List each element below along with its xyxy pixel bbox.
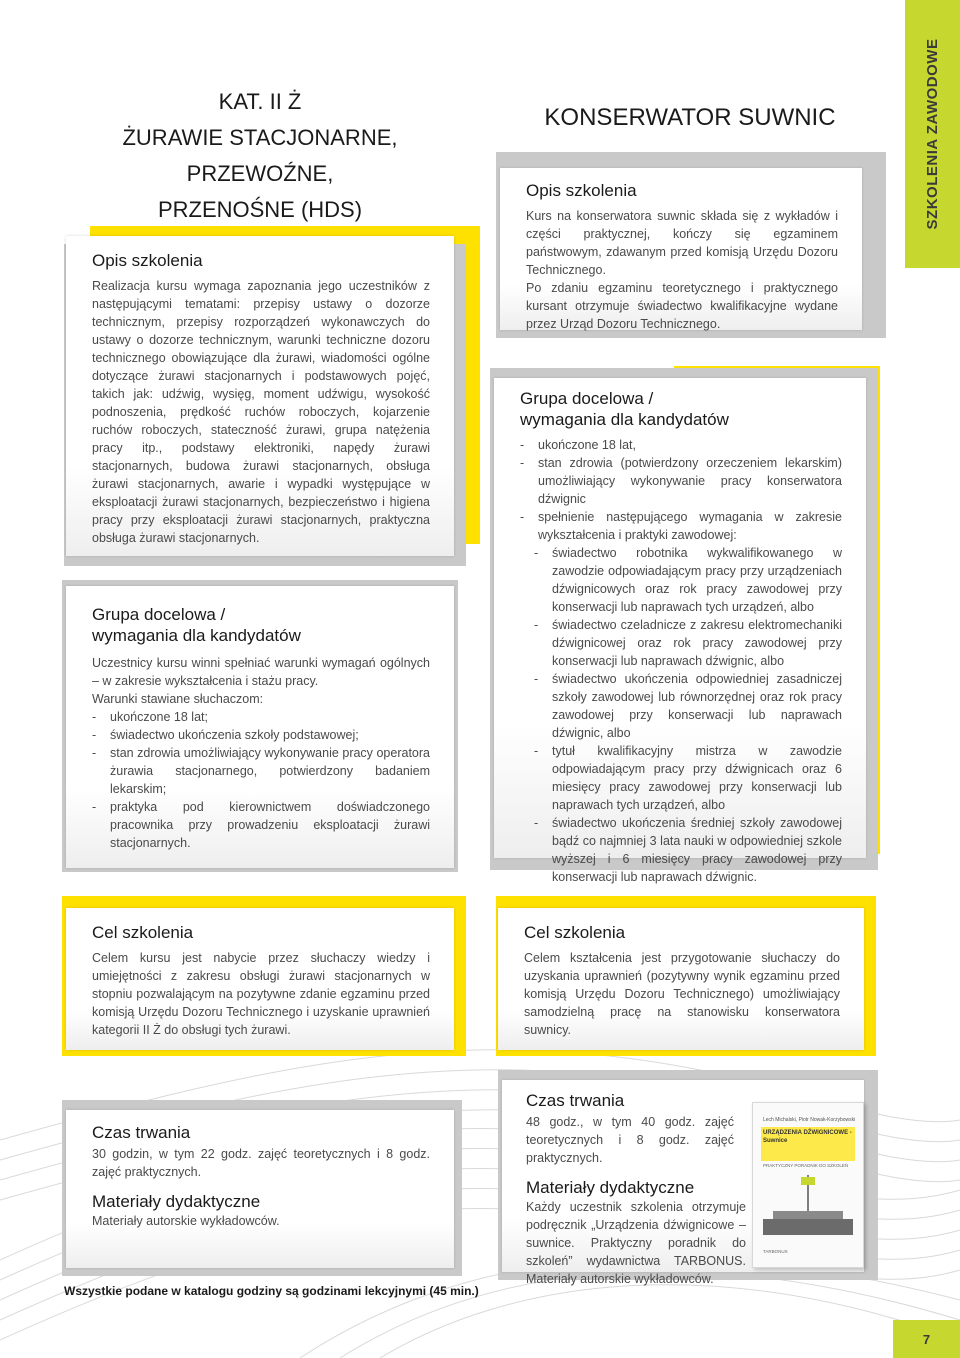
section-heading: Grupa docelowa / <box>520 389 654 408</box>
right-goal-card <box>498 908 864 1050</box>
section-heading: Opis szkolenia <box>92 251 203 270</box>
page-number: 7 <box>922 1331 931 1347</box>
list-subitem: - świadectwo ukończenia średniej szkoły zawodowej bądź co najmniej 3 lata nauki w odpowiedniej szkole wyższej i 6 miesięcy pracy zawodowej przy konserwacji lub naprawach dźwignic. <box>520 814 842 886</box>
list-subitem: - świadectwo ukończenia odpowiedniej zasadniczej szkoły zawodowej lub równorzędnej oraz rok pracy zawodowej przy konserwacji lub naprawach dźwignic, albo <box>520 670 842 742</box>
title-line: KAT. II Ż <box>218 89 302 114</box>
title-line: ŻURAWIE STACJONARNE, <box>122 125 398 150</box>
goal-text: Celem kursu jest nabycie przez słuchaczy wiedzy i umiejętności z zakresu obsługi żurawi stacjonarnych w stopniu pozwalającym na pozytywne zdanie egzaminu przed komisją Urzędu Dozoru Technicznego i uzyskanie uprawnień kategorii II Ż do obsługi tych żurawi. <box>92 951 430 1037</box>
requirements-list <box>520 436 842 886</box>
list-item: - spełnienie następującego wymagania w zakresie wykształcenia i praktyki zawodowej: <box>520 508 842 544</box>
materials-text: Każdy uczestnik szkolenia otrzymuje podręcznik „Urządzenia dźwignicowe – suwnice. Praktyczny poradnik do szkoleń” wydawnictwa TARBONUS. Materiały autorskie wykładowców. <box>526 1200 746 1286</box>
description-text: Po zdaniu egzaminu teoretycznego i praktycznego kursant otrzymuje świadectwo kwalifikacyjne wydane przez Urząd Dozoru Technicznego. <box>526 281 838 331</box>
list-item: - ukończone 18 lat; <box>92 708 430 726</box>
left-target-group-card <box>66 586 454 868</box>
list-item: - praktyka pod kierownictwem doświadczonego pracownika przy prowadzeniu eksploatacji żurawi stacjonarnych. <box>92 798 430 852</box>
requirements-list <box>92 708 430 852</box>
left-goal-card <box>66 908 454 1050</box>
section-heading: Cel szkolenia <box>92 923 194 942</box>
list-item: - stan zdrowia (potwierdzony orzeczeniem lekarskim) umożliwiający wykonywanie pracy konserwatora dźwignic <box>520 454 842 508</box>
page-number-tab <box>893 1320 960 1358</box>
right-course-title: KONSERWATOR SUWNIC <box>544 104 836 131</box>
section-heading: Grupa docelowa / <box>92 605 226 624</box>
section-heading: Materiały dydaktyczne <box>526 1178 695 1197</box>
requirements-intro: Uczestnicy kursu winni spełniać warunki wymagań ogólnych – w zakresie wykształcenia i stażu pracy. <box>92 656 430 688</box>
list-subitem: - tytuł kwalifikacyjny mistrza w zawodzie odpowiadającym pracy przy dźwignicach oraz 6 miesięcy pracy zawodowej przy konserwacji lub naprawach tych urządzeń, albo <box>520 742 842 814</box>
list-subitem: - świadectwo czeladnicze z zakresu elektromechaniki dźwignicowej oraz rok pracy zawodowej przy konserwacji lub naprawach dźwignic, albo <box>520 616 842 670</box>
crane-illustration <box>763 1175 853 1239</box>
left-duration-card <box>66 1110 454 1268</box>
description-text: Realizacja kursu wymaga zapoznania jego uczestników z następującymi tematami: przepisy ustawy o dozorze technicznym, przepisy rozporządzeń wykonawczych do ustawy o dozorze technicznym, warunki techniczne dozoru technicznego obowiązujące dla żurawi, wiadomości ogólne dotyczące żurawi stacjonarnych i podstawowych pojęć, takich jak: udźwig, wysięg, moment udźwigu, wysokość podnoszenia, prędkość ruchów roboczych, kojarzenie ruchów roboczych, stateczność żurawi, grupa natężenia pracy itp., podstawy elektroniki, napędy żurawi stacjonarnych, budowa żurawi stacjonarnych, obsługa żurawi stacjonarnych, awarie i wypadki występujące w eksploatacji żurawi stacjonarnych, bezpieczeństwo i higiena pracy przy eksploatacji żurawi stacjonarnych, praktyczna obsługa żurawi stacjonarnych. <box>92 279 430 545</box>
footnote: Wszystkie podane w katalogu godziny są godzinami lekcyjnymi (45 min.) <box>64 1284 479 1298</box>
left-course-title <box>90 84 430 228</box>
sidebar-label: SZKOLENIA ZAWODOWE <box>924 38 941 230</box>
list-subitem: - świadectwo robotnika wykwalifikowanego w zawodzie odpowiadającym pracy przy urządzeniach dźwignicowych oraz rok pracy zawodowej przy konserwacji lub naprawach tych urządzeń, albo <box>520 544 842 616</box>
description-text: Kurs na konserwatora suwnic składa się z wykładów i części praktycznej, kończy się egzaminem państwowym, zdawanym przed komisją Urzędu Dozoru Technicznego. <box>526 209 838 277</box>
section-heading: Cel szkolenia <box>524 923 626 942</box>
right-description-card <box>500 168 862 330</box>
title-line: PRZEWOŹNE, <box>186 161 334 186</box>
book-subtitle: PRAKTYCZNY PORADNIK DO SZKOLEŃ <box>763 1163 849 1168</box>
list-item: - stan zdrowia umożliwiający wykonywanie pracy operatora żurawia stacjonarnego, potwierdzony badaniem lekarskim; <box>92 744 430 798</box>
left-description-card <box>66 236 454 556</box>
duration-text: 48 godz., w tym 40 godz. zajęć teoretycznych i 8 godz. zajęć praktycznych. <box>526 1115 734 1165</box>
book-publisher: TARBONUS <box>763 1249 788 1254</box>
section-heading: wymagania dla kandydatów <box>92 626 301 645</box>
category-sidebar <box>905 0 960 268</box>
list-item: - świadectwo ukończenia szkoły podstawowej; <box>92 726 430 744</box>
book-author: Lech Michalski, Piotr Nowak-Korzybowski <box>763 1117 856 1123</box>
materials-text: Materiały autorskie wykładowców. <box>92 1214 280 1228</box>
textbook-cover-image <box>752 1102 864 1268</box>
duration-text: 30 godzin, w tym 22 godz. zajęć teoretycznych i 8 godz. zajęć praktycznych. <box>92 1147 430 1179</box>
section-heading: Materiały dydaktyczne <box>92 1192 261 1211</box>
section-heading: Czas trwania <box>526 1091 625 1110</box>
goal-text: Celem kształcenia jest przygotowanie słuchaczy do uzyskania uprawnień (pozytywny wynik egzaminu przed komisją Urzędu Dozoru Technicznego) umożliwiający samodzielną pracę na stanowisku konserwatora suwnicy. <box>524 951 840 1037</box>
section-heading: wymagania dla kandydatów <box>520 410 729 429</box>
right-target-group-card <box>494 378 866 884</box>
section-heading: Czas trwania <box>92 1123 191 1142</box>
title-line: PRZENOŚNE (HDS) <box>157 197 363 222</box>
book-title: URZĄDZENIA DŹWIGNICOWE - Suwnice <box>763 1130 852 1144</box>
section-heading: Opis szkolenia <box>526 181 637 200</box>
list-item: - ukończone 18 lat, <box>520 436 842 454</box>
requirements-intro: Warunki stawiane słuchaczom: <box>92 692 264 706</box>
